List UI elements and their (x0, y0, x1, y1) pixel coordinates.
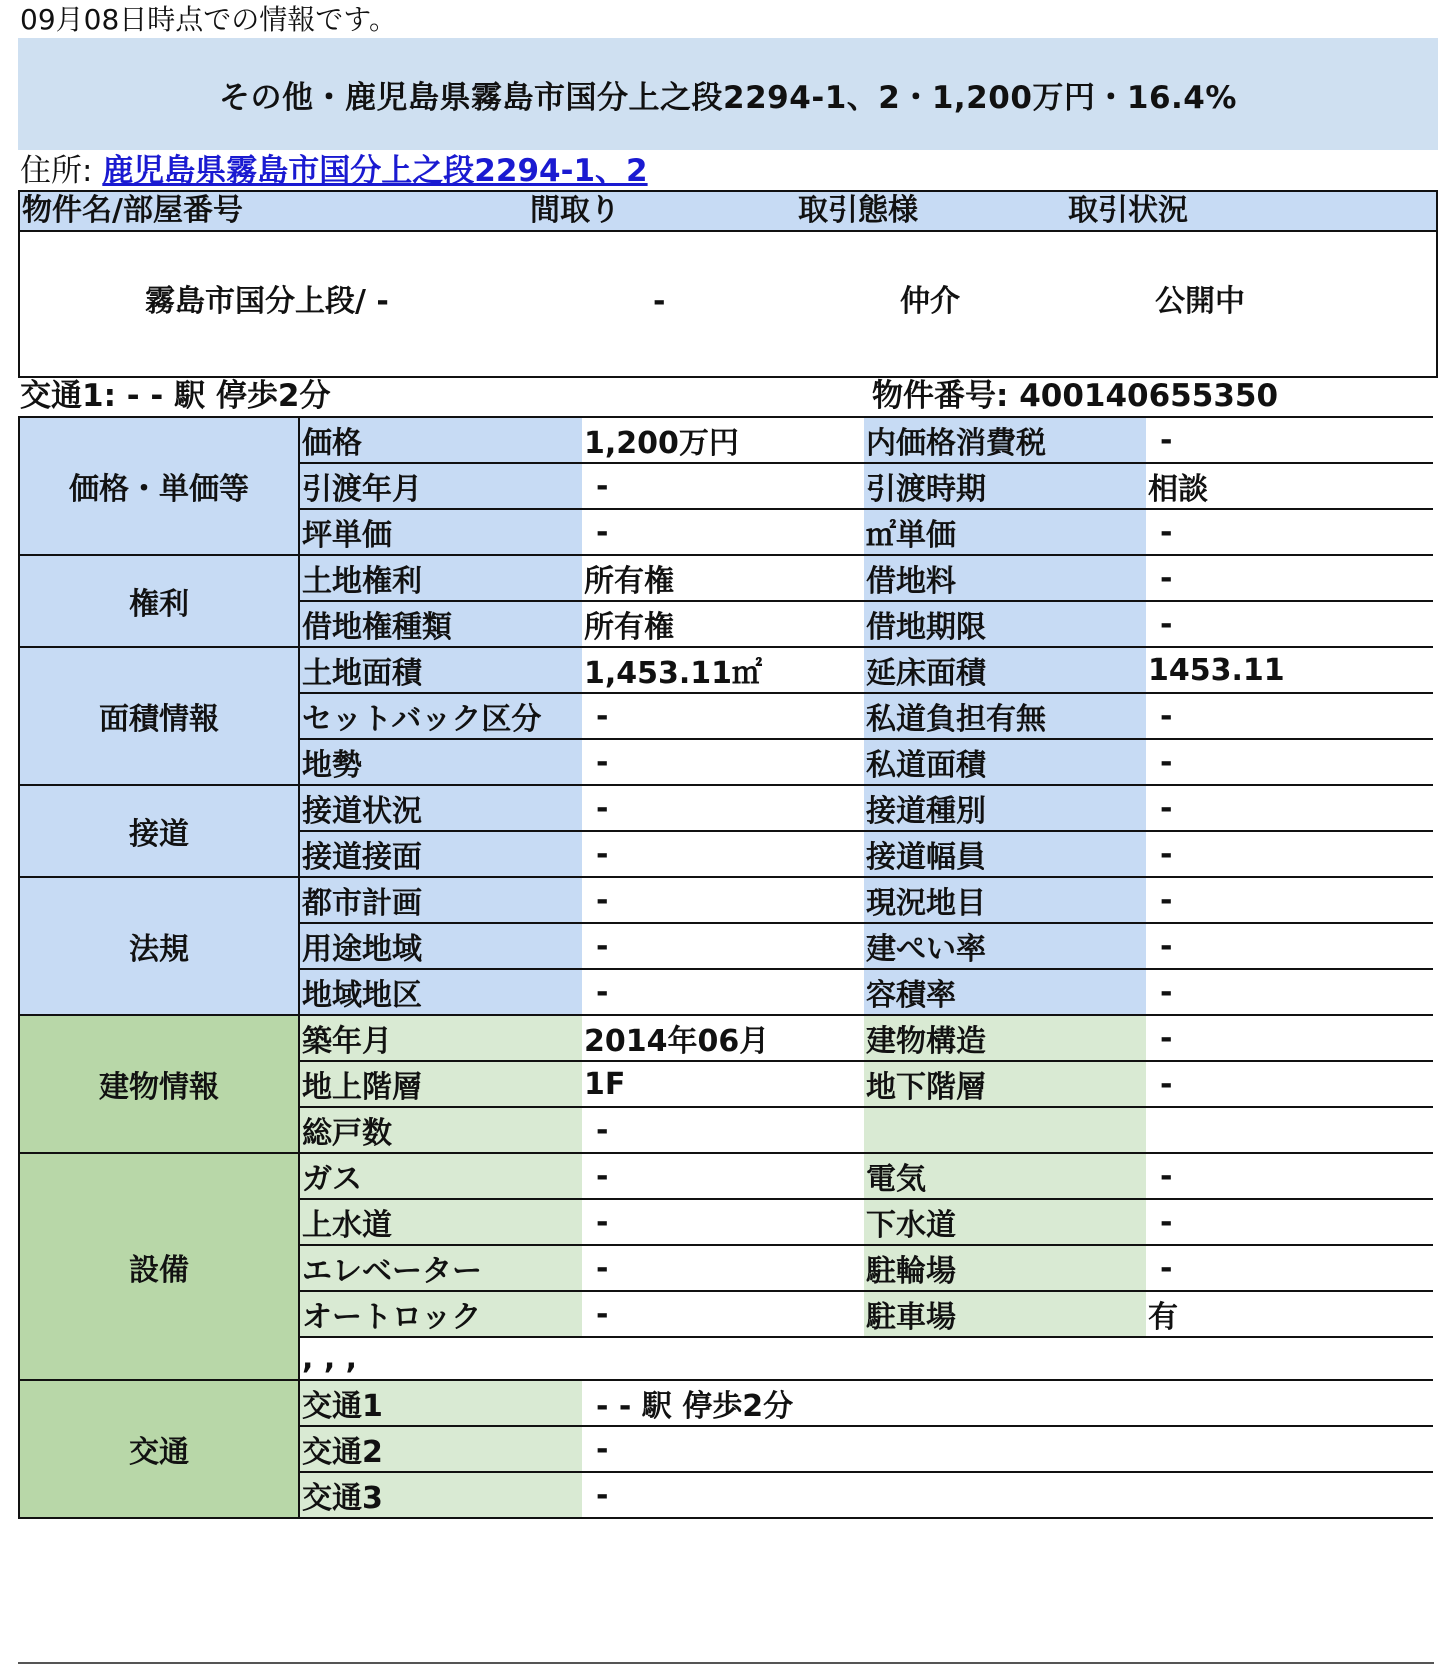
section-building: 建物情報 (19, 1015, 299, 1153)
row-value (1146, 1107, 1433, 1153)
row-label: ガス (299, 1153, 582, 1199)
header-status: 取引状況 (1068, 193, 1188, 228)
section-price: 価格・単価等 (19, 417, 299, 555)
row-value: - (582, 1472, 1433, 1518)
row-value: - (582, 1245, 864, 1291)
summary-header (18, 190, 1438, 232)
row-label: 都市計画 (299, 877, 582, 923)
row-value: - (1146, 739, 1433, 785)
row-value: 1,453.11㎡ (582, 647, 864, 693)
row-value: - (1146, 1061, 1433, 1107)
equipment-notes: , , , (299, 1337, 1433, 1380)
table-row (19, 417, 1433, 463)
row-label: 容積率 (864, 969, 1146, 1015)
bottom-divider (18, 1662, 1434, 1664)
info-date-note: 09月08日時点での情報です。 (20, 3, 398, 36)
row-label: 接道状況 (299, 785, 582, 831)
row-label: 接道接面 (299, 831, 582, 877)
row-value: - (582, 1199, 864, 1245)
row-value: - (582, 463, 864, 509)
row-label: 地域地区 (299, 969, 582, 1015)
transport-summary: 交通1: - - 駅 停歩2分 (20, 378, 331, 414)
header-name: 物件名/部屋番号 (22, 193, 243, 228)
table-row (19, 647, 1433, 693)
table-row (19, 785, 1433, 831)
table-row (19, 877, 1433, 923)
row-label: 土地権利 (299, 555, 582, 601)
row-label: セットバック区分 (299, 693, 582, 739)
row-label: 総戸数 (299, 1107, 582, 1153)
row-label: オートロック (299, 1291, 582, 1337)
row-value: - (582, 785, 864, 831)
summary-deal-type: 仲介 (900, 284, 960, 319)
address-line (20, 151, 648, 191)
row-label: 引渡時期 (864, 463, 1146, 509)
row-value: 1,200万円 (582, 417, 864, 463)
table-row (19, 1380, 1433, 1426)
table-row (19, 555, 1433, 601)
row-label: エレベーター (299, 1245, 582, 1291)
table-row (19, 1153, 1433, 1199)
address-link[interactable]: 鹿児島県霧島市国分上之段2294-1、2 (102, 153, 648, 189)
address-label: 住所: (20, 153, 93, 189)
row-value: - (582, 1291, 864, 1337)
header-layout: 間取り (530, 193, 620, 228)
section-law: 法規 (19, 877, 299, 1015)
row-label: 地下階層 (864, 1061, 1146, 1107)
row-value: - (1146, 417, 1433, 463)
row-label: 地上階層 (299, 1061, 582, 1107)
summary-name: 霧島市国分上段/ - (145, 284, 389, 319)
row-label: 私道負担有無 (864, 693, 1146, 739)
row-label: 駐輪場 (864, 1245, 1146, 1291)
row-value: - (1146, 509, 1433, 555)
row-value: - (582, 1426, 1433, 1472)
row-value: 1453.11 (1146, 647, 1433, 693)
section-equipment: 設備 (19, 1153, 299, 1380)
row-label: 引渡年月 (299, 463, 582, 509)
row-value: 有 (1146, 1291, 1433, 1337)
row-label: 建ぺい率 (864, 923, 1146, 969)
row-label: 接道種別 (864, 785, 1146, 831)
row-label: 下水道 (864, 1199, 1146, 1245)
row-value: - (1146, 1245, 1433, 1291)
row-value: - (1146, 877, 1433, 923)
property-detail-table (18, 416, 1433, 1519)
section-rights: 権利 (19, 555, 299, 647)
row-value: - (582, 509, 864, 555)
row-label: 建物構造 (864, 1015, 1146, 1061)
row-value: 所有権 (582, 601, 864, 647)
row-value: - (582, 969, 864, 1015)
row-value: - (1146, 969, 1433, 1015)
row-label: 私道面積 (864, 739, 1146, 785)
row-value: 2014年06月 (582, 1015, 864, 1061)
row-label: 内価格消費税 (864, 417, 1146, 463)
row-value: 相談 (1146, 463, 1433, 509)
row-label: 交通2 (299, 1426, 582, 1472)
section-area: 面積情報 (19, 647, 299, 785)
summary-layout: - (653, 284, 666, 319)
row-label: 交通3 (299, 1472, 582, 1518)
row-value: - (1146, 555, 1433, 601)
row-value: - (582, 877, 864, 923)
row-value: - (1146, 1015, 1433, 1061)
row-value: - (1146, 785, 1433, 831)
row-value: - (1146, 1199, 1433, 1245)
summary-status: 公開中 (1155, 284, 1245, 319)
table-row (19, 1015, 1433, 1061)
row-label (864, 1107, 1146, 1153)
row-label: 接道幅員 (864, 831, 1146, 877)
row-label: 借地権種類 (299, 601, 582, 647)
row-label: 上水道 (299, 1199, 582, 1245)
row-label: 借地期限 (864, 601, 1146, 647)
row-label: 土地面積 (299, 647, 582, 693)
row-value: - (1146, 923, 1433, 969)
row-value: - (582, 739, 864, 785)
row-value: - (1146, 601, 1433, 647)
row-value: - (582, 1153, 864, 1199)
header-deal-type: 取引態様 (798, 193, 918, 228)
summary-row (18, 230, 1438, 378)
row-value: - (582, 1107, 864, 1153)
row-label: ㎡単価 (864, 509, 1146, 555)
row-value: - (582, 831, 864, 877)
property-summary-banner: その他・鹿児島県霧島市国分上之段2294-1、2・1,200万円・16.4% (18, 38, 1438, 150)
row-label: 用途地域 (299, 923, 582, 969)
row-value: - (582, 923, 864, 969)
property-number: 物件番号: 400140655350 (872, 378, 1279, 414)
section-transport: 交通 (19, 1380, 299, 1518)
row-value: - (1146, 831, 1433, 877)
row-label: 築年月 (299, 1015, 582, 1061)
row-label: 価格 (299, 417, 582, 463)
row-value: - - 駅 停歩2分 (582, 1380, 1433, 1426)
row-label: 現況地目 (864, 877, 1146, 923)
row-value: - (1146, 1153, 1433, 1199)
row-label: 地勢 (299, 739, 582, 785)
row-label: 借地料 (864, 555, 1146, 601)
row-value: 1F (582, 1061, 864, 1107)
row-value: - (582, 693, 864, 739)
row-label: 延床面積 (864, 647, 1146, 693)
section-road: 接道 (19, 785, 299, 877)
row-label: 駐車場 (864, 1291, 1146, 1337)
row-label: 坪単価 (299, 509, 582, 555)
row-value: - (1146, 693, 1433, 739)
row-value: 所有権 (582, 555, 864, 601)
row-label: 電気 (864, 1153, 1146, 1199)
row-label: 交通1 (299, 1380, 582, 1426)
